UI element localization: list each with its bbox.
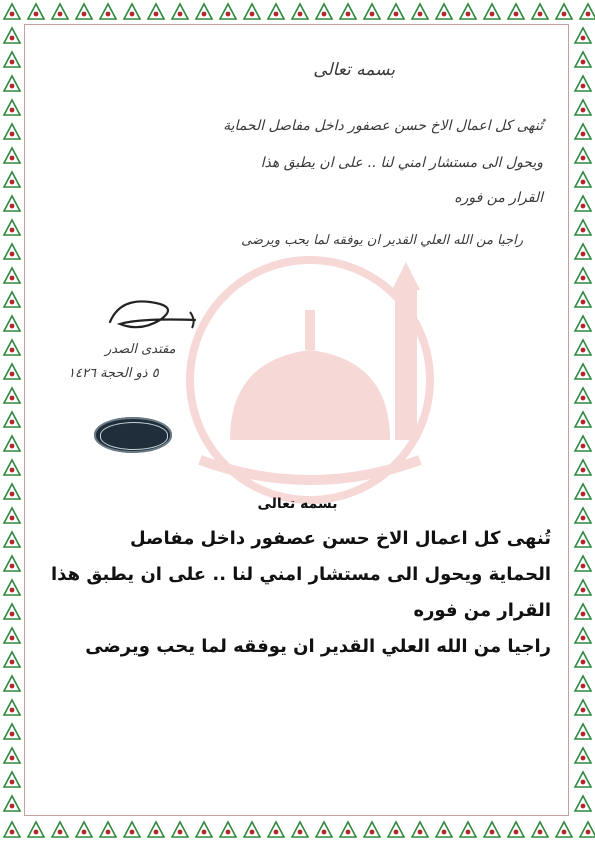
border-ornament (244, 822, 260, 837)
border-ornament (575, 724, 591, 739)
border-ornament (556, 822, 572, 837)
border-ornament (508, 4, 524, 19)
transcription-heading: بسمه تعالى (257, 496, 338, 512)
border-ornament (388, 4, 404, 19)
border-ornament (575, 652, 591, 667)
border-ornament (4, 364, 20, 379)
handwritten-signature (100, 290, 210, 340)
border-ornament (124, 4, 140, 19)
border-ornament (436, 4, 452, 19)
oval-seal-stamp (94, 417, 172, 453)
border-ornament (575, 532, 591, 547)
border-ornament (4, 604, 20, 619)
border-ornament (4, 772, 20, 787)
border-ornament (124, 822, 140, 837)
border-ornament (76, 822, 92, 837)
border-ornament (4, 196, 20, 211)
border-ornament (52, 822, 68, 837)
border-ornament (556, 4, 572, 19)
border-ornament (460, 4, 476, 19)
border-ornament (575, 196, 591, 211)
border-ornament (292, 4, 308, 19)
handwritten-line: ويحول الى مستشار امني لنا .. على ان يطبق هذا (260, 155, 543, 171)
border-ornament (575, 100, 591, 115)
border-ornament (575, 748, 591, 763)
border-ornament (575, 436, 591, 451)
border-ornament (316, 4, 332, 19)
signature-date: ٥ ذو الحجة ١٤٢٦ (68, 366, 159, 381)
border-ornament (340, 4, 356, 19)
border-ornament (575, 76, 591, 91)
handwritten-heading: بسمه تعالى (313, 60, 395, 80)
border-ornament (4, 340, 20, 355)
border-ornament (575, 556, 591, 571)
border-ornament (364, 4, 380, 19)
decorative-border-right (571, 0, 595, 842)
border-ornament (172, 822, 188, 837)
border-ornament (4, 244, 20, 259)
border-ornament (575, 28, 591, 43)
decorative-border-left (0, 0, 24, 842)
handwritten-line: القرار من فوره (454, 190, 543, 206)
border-ornament (220, 4, 236, 19)
border-ornament (4, 676, 20, 691)
border-ornament (4, 52, 20, 67)
border-ornament (4, 652, 20, 667)
border-ornament (575, 388, 591, 403)
border-ornament (196, 4, 212, 19)
border-ornament (532, 822, 548, 837)
border-ornament (4, 532, 20, 547)
border-ornament (220, 822, 236, 837)
mosque-watermark-logo (160, 250, 460, 510)
border-ornament (4, 748, 20, 763)
border-ornament (508, 822, 524, 837)
signature-name: مقتدى الصدر (105, 342, 176, 357)
handwritten-line: راجيا من الله العلي القدير ان يوفقه لما يحب ويرضى (241, 233, 523, 248)
border-ornament (532, 4, 548, 19)
border-ornament (316, 822, 332, 837)
border-ornament (76, 4, 92, 19)
border-ornament (4, 460, 20, 475)
border-ornament (575, 628, 591, 643)
decorative-border-top (0, 0, 595, 24)
border-ornament (575, 460, 591, 475)
border-ornament (575, 268, 591, 283)
border-ornament (196, 822, 212, 837)
border-ornament (28, 4, 44, 19)
border-ornament (575, 676, 591, 691)
border-ornament (575, 700, 591, 715)
border-ornament (172, 4, 188, 19)
border-ornament (100, 4, 116, 19)
border-ornament (292, 822, 308, 837)
border-ornament (4, 436, 20, 451)
border-ornament (575, 124, 591, 139)
border-ornament (4, 316, 20, 331)
border-ornament (575, 340, 591, 355)
border-ornament (436, 822, 452, 837)
border-ornament (412, 4, 428, 19)
border-ornament (4, 76, 20, 91)
border-ornament (268, 4, 284, 19)
border-ornament (575, 772, 591, 787)
transcription-line: تُنهى كل اعمال الاخ حسن عصفور داخل مفاصل (130, 528, 551, 549)
border-ornament (4, 556, 20, 571)
border-ornament (4, 700, 20, 715)
border-ornament (575, 148, 591, 163)
border-ornament (4, 220, 20, 235)
transcription-line: الحماية ويحول الى مستشار امني لنا .. على ان يطبق هذا (51, 564, 551, 585)
handwritten-line: تُنهى كل اعمال الاخ حسن عصفور داخل مفاصل الحماية (223, 118, 543, 134)
border-ornament (575, 52, 591, 67)
border-ornament (244, 4, 260, 19)
border-ornament (575, 292, 591, 307)
border-ornament (575, 244, 591, 259)
decorative-border-bottom (0, 818, 595, 842)
border-ornament (100, 822, 116, 837)
border-ornament (575, 364, 591, 379)
border-ornament (4, 796, 20, 811)
border-ornament (484, 4, 500, 19)
border-ornament (4, 124, 20, 139)
border-ornament (4, 628, 20, 643)
border-ornament (52, 4, 68, 19)
border-ornament (4, 268, 20, 283)
border-ornament (148, 4, 164, 19)
border-ornament (28, 822, 44, 837)
border-ornament (575, 172, 591, 187)
border-ornament (364, 822, 380, 837)
border-ornament (412, 822, 428, 837)
border-ornament (4, 28, 20, 43)
border-ornament (460, 822, 476, 837)
border-ornament (575, 580, 591, 595)
border-ornament (575, 316, 591, 331)
seal-inner-ring (100, 422, 168, 450)
transcription-line: راجيا من الله العلي القدير ان يوفقه لما يحب ويرضى (85, 636, 551, 657)
border-ornament (4, 580, 20, 595)
border-ornament (148, 822, 164, 837)
border-ornament (575, 220, 591, 235)
border-ornament (4, 292, 20, 307)
border-ornament (4, 412, 20, 427)
border-ornament (340, 822, 356, 837)
border-ornament (4, 388, 20, 403)
border-ornament (4, 100, 20, 115)
border-ornament (575, 412, 591, 427)
border-ornament (484, 822, 500, 837)
transcription-line: القرار من فوره (413, 600, 551, 621)
border-ornament (575, 796, 591, 811)
border-ornament (4, 148, 20, 163)
border-ornament (4, 172, 20, 187)
border-ornament (388, 822, 404, 837)
border-ornament (575, 604, 591, 619)
border-ornament (268, 822, 284, 837)
border-ornament (4, 724, 20, 739)
